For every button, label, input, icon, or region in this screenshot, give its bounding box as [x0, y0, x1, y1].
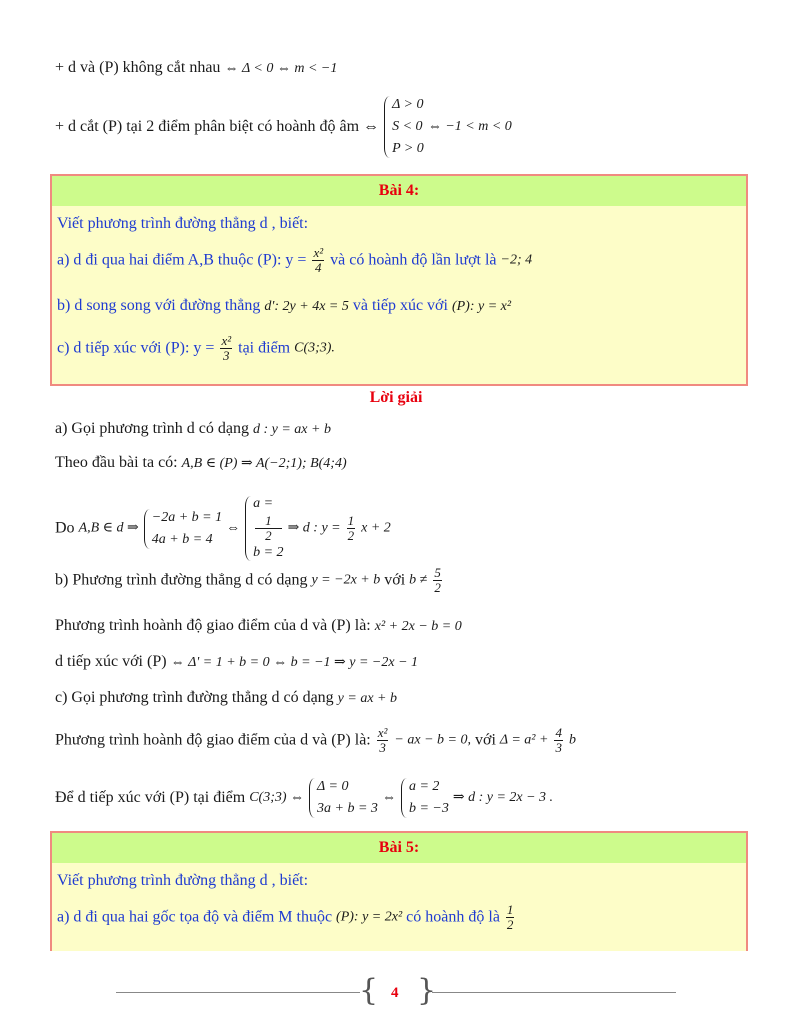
text: với — [384, 571, 406, 589]
exercise-4-title: Bài 4: — [52, 176, 746, 206]
footer-rule-right — [432, 992, 676, 993]
sys-row: b = 2 — [253, 545, 284, 560]
part-b-text-2: và tiếp xúc với — [352, 297, 448, 314]
solution-c-line-1 — [55, 690, 397, 706]
sys-row: 3a + b = 3 — [317, 801, 378, 816]
part-a-text-2: và có hoành độ lần lượt là — [330, 251, 497, 269]
solution-c-line-3 — [55, 776, 553, 820]
math: A,B ∈ d ⇒ — [78, 520, 139, 536]
intro-line-2 — [55, 94, 512, 160]
math: x² + 2x − b = 0 — [374, 619, 462, 634]
exercise-4-part-b — [57, 298, 511, 314]
math: − ax − b = 0, — [394, 732, 471, 748]
fraction: $\frac{1}{2}$ — [347, 513, 355, 543]
part-b-text: b) d song song với đường thẳng — [57, 297, 261, 314]
math: b — [568, 732, 576, 748]
fraction: $\frac{\text{x²}}{3}$ — [377, 725, 388, 755]
part-b-parabola: (P): y = x² — [451, 299, 512, 314]
exercise-5-part-a — [57, 903, 516, 932]
exercise-4-box — [50, 174, 748, 386]
system-1 — [143, 507, 222, 551]
solution-b-line-3 — [55, 654, 418, 670]
part-b-line: d': 2y + 4x = 5 — [264, 299, 349, 314]
fraction: $\frac{1}{2}$ — [506, 902, 514, 932]
part-a-text-2: có hoành độ là — [406, 908, 500, 926]
intro-line-1-math: ⇔ Δ < 0 ⇔ m < −1 — [224, 61, 338, 76]
text: Để d tiếp xúc với (P) tại điểm — [55, 789, 246, 806]
sys-row: P > 0 — [392, 141, 424, 156]
part-a-parabola: (P): y = 2x² — [336, 909, 403, 925]
part-c-text-2: tại điểm — [238, 339, 291, 357]
math: Δ = a² + — [499, 732, 549, 748]
fraction: $\frac{\text{x²}}{4}$ — [313, 245, 324, 275]
solution-a-line-1 — [55, 421, 331, 437]
intro-line-2-system — [383, 94, 424, 160]
sys-row: Δ > 0 — [392, 97, 424, 112]
exercise-4-prompt: Viết phương trình đường thẳng d , biết: — [57, 215, 309, 232]
math: b ≠ — [409, 572, 428, 588]
system-2 — [244, 494, 283, 563]
part-a-text: a) d đi qua hai gốc tọa độ và điểm M thuộc — [57, 908, 333, 926]
exercise-4-part-c — [57, 334, 335, 363]
sys-row: 4a + b = 4 — [151, 531, 213, 547]
exercise-4-part-a — [57, 246, 532, 275]
exercise-5-title: Bài 5: — [52, 833, 746, 863]
math: y = −2x + b — [311, 572, 381, 588]
solution-b-line-2 — [55, 618, 462, 634]
solution-a-line-2 — [55, 455, 347, 471]
result: ⇒ d : y = — [287, 520, 341, 536]
solution-a-line-3 — [55, 494, 391, 563]
sys-row: S < 0 — [392, 119, 423, 134]
result-tail: x + 2 — [361, 520, 391, 536]
text: a) Gọi phương trình d có dạng — [55, 420, 249, 437]
footer-bracket-right: } — [417, 973, 437, 1008]
exercise-5-prompt: Viết phương trình đường thẳng d , biết: — [57, 872, 309, 889]
fraction: $\frac{4}{3}$ — [555, 725, 562, 755]
intro-line-1 — [55, 60, 337, 76]
fraction: $\frac{5}{2}$ — [434, 565, 441, 595]
text: c) Gọi phương trình đường thẳng d có dạng — [55, 689, 334, 706]
text: Phương trình hoành độ giao điểm của d và (P) là: — [55, 617, 371, 634]
text: d tiếp xúc với (P) — [55, 653, 167, 670]
sys-row: −2a + b = 1 — [151, 509, 223, 525]
part-a-values: −2; 4 — [500, 252, 533, 268]
equiv: ⇔ — [381, 790, 396, 805]
text: với — [474, 731, 496, 749]
math: A,B ∈ (P) ⇒ A(−2;1); B(4;4) — [181, 456, 347, 471]
math: y = ax + b — [337, 691, 397, 706]
text: Do — [55, 519, 75, 537]
system-1 — [308, 776, 378, 820]
system-2 — [400, 776, 449, 820]
fraction: $\frac{\text{x²}}{3}$ — [221, 333, 232, 363]
math: ⇔ Δ' = 1 + b = 0 ⇔ b = −1 ⇒ y = −2x − 1 — [170, 655, 419, 670]
part-c-point: C(3;3). — [294, 340, 335, 356]
part-c-text: c) d tiếp xúc với (P): y = — [57, 339, 215, 357]
result: ⇒ d : y = 2x − 3 . — [452, 790, 554, 805]
math: C(3;3) ⇔ — [249, 790, 305, 805]
exercise-5-box — [50, 831, 748, 951]
solution-title: Lời giải — [369, 389, 423, 406]
intro-line-2-tail: ⇔ −1 < m < 0 — [427, 119, 512, 134]
sys-row: Δ = 0 — [317, 779, 349, 794]
solution-c-line-2 — [55, 726, 576, 755]
intro-line-1-text: + d và (P) không cắt nhau — [55, 59, 221, 76]
footer-rule-left — [116, 992, 360, 993]
page-number: 4 — [391, 985, 399, 1001]
text: Phương trình hoành độ giao điểm của d và (P) là: — [55, 731, 371, 749]
text: Theo đầu bài ta có: — [55, 454, 178, 471]
fraction: 1 2 — [255, 514, 281, 543]
math: d : y = ax + b — [252, 422, 331, 437]
part-a-text: a) d đi qua hai điểm A,B thuộc (P): y = — [57, 251, 307, 269]
footer-bracket-left: { — [359, 973, 379, 1008]
intro-line-2-text: + d cắt (P) tại 2 điểm phân biệt có hoành độ âm ⇔ — [55, 118, 380, 135]
sys-row: a = 2 — [408, 779, 440, 794]
text: b) Phương trình đường thẳng d có dạng — [55, 571, 308, 589]
sys-row: a = 1 2 — [253, 494, 283, 543]
sys-row: b = −3 — [408, 801, 449, 816]
equiv: ⇔ — [226, 520, 241, 536]
solution-b-line-1 — [55, 566, 444, 595]
